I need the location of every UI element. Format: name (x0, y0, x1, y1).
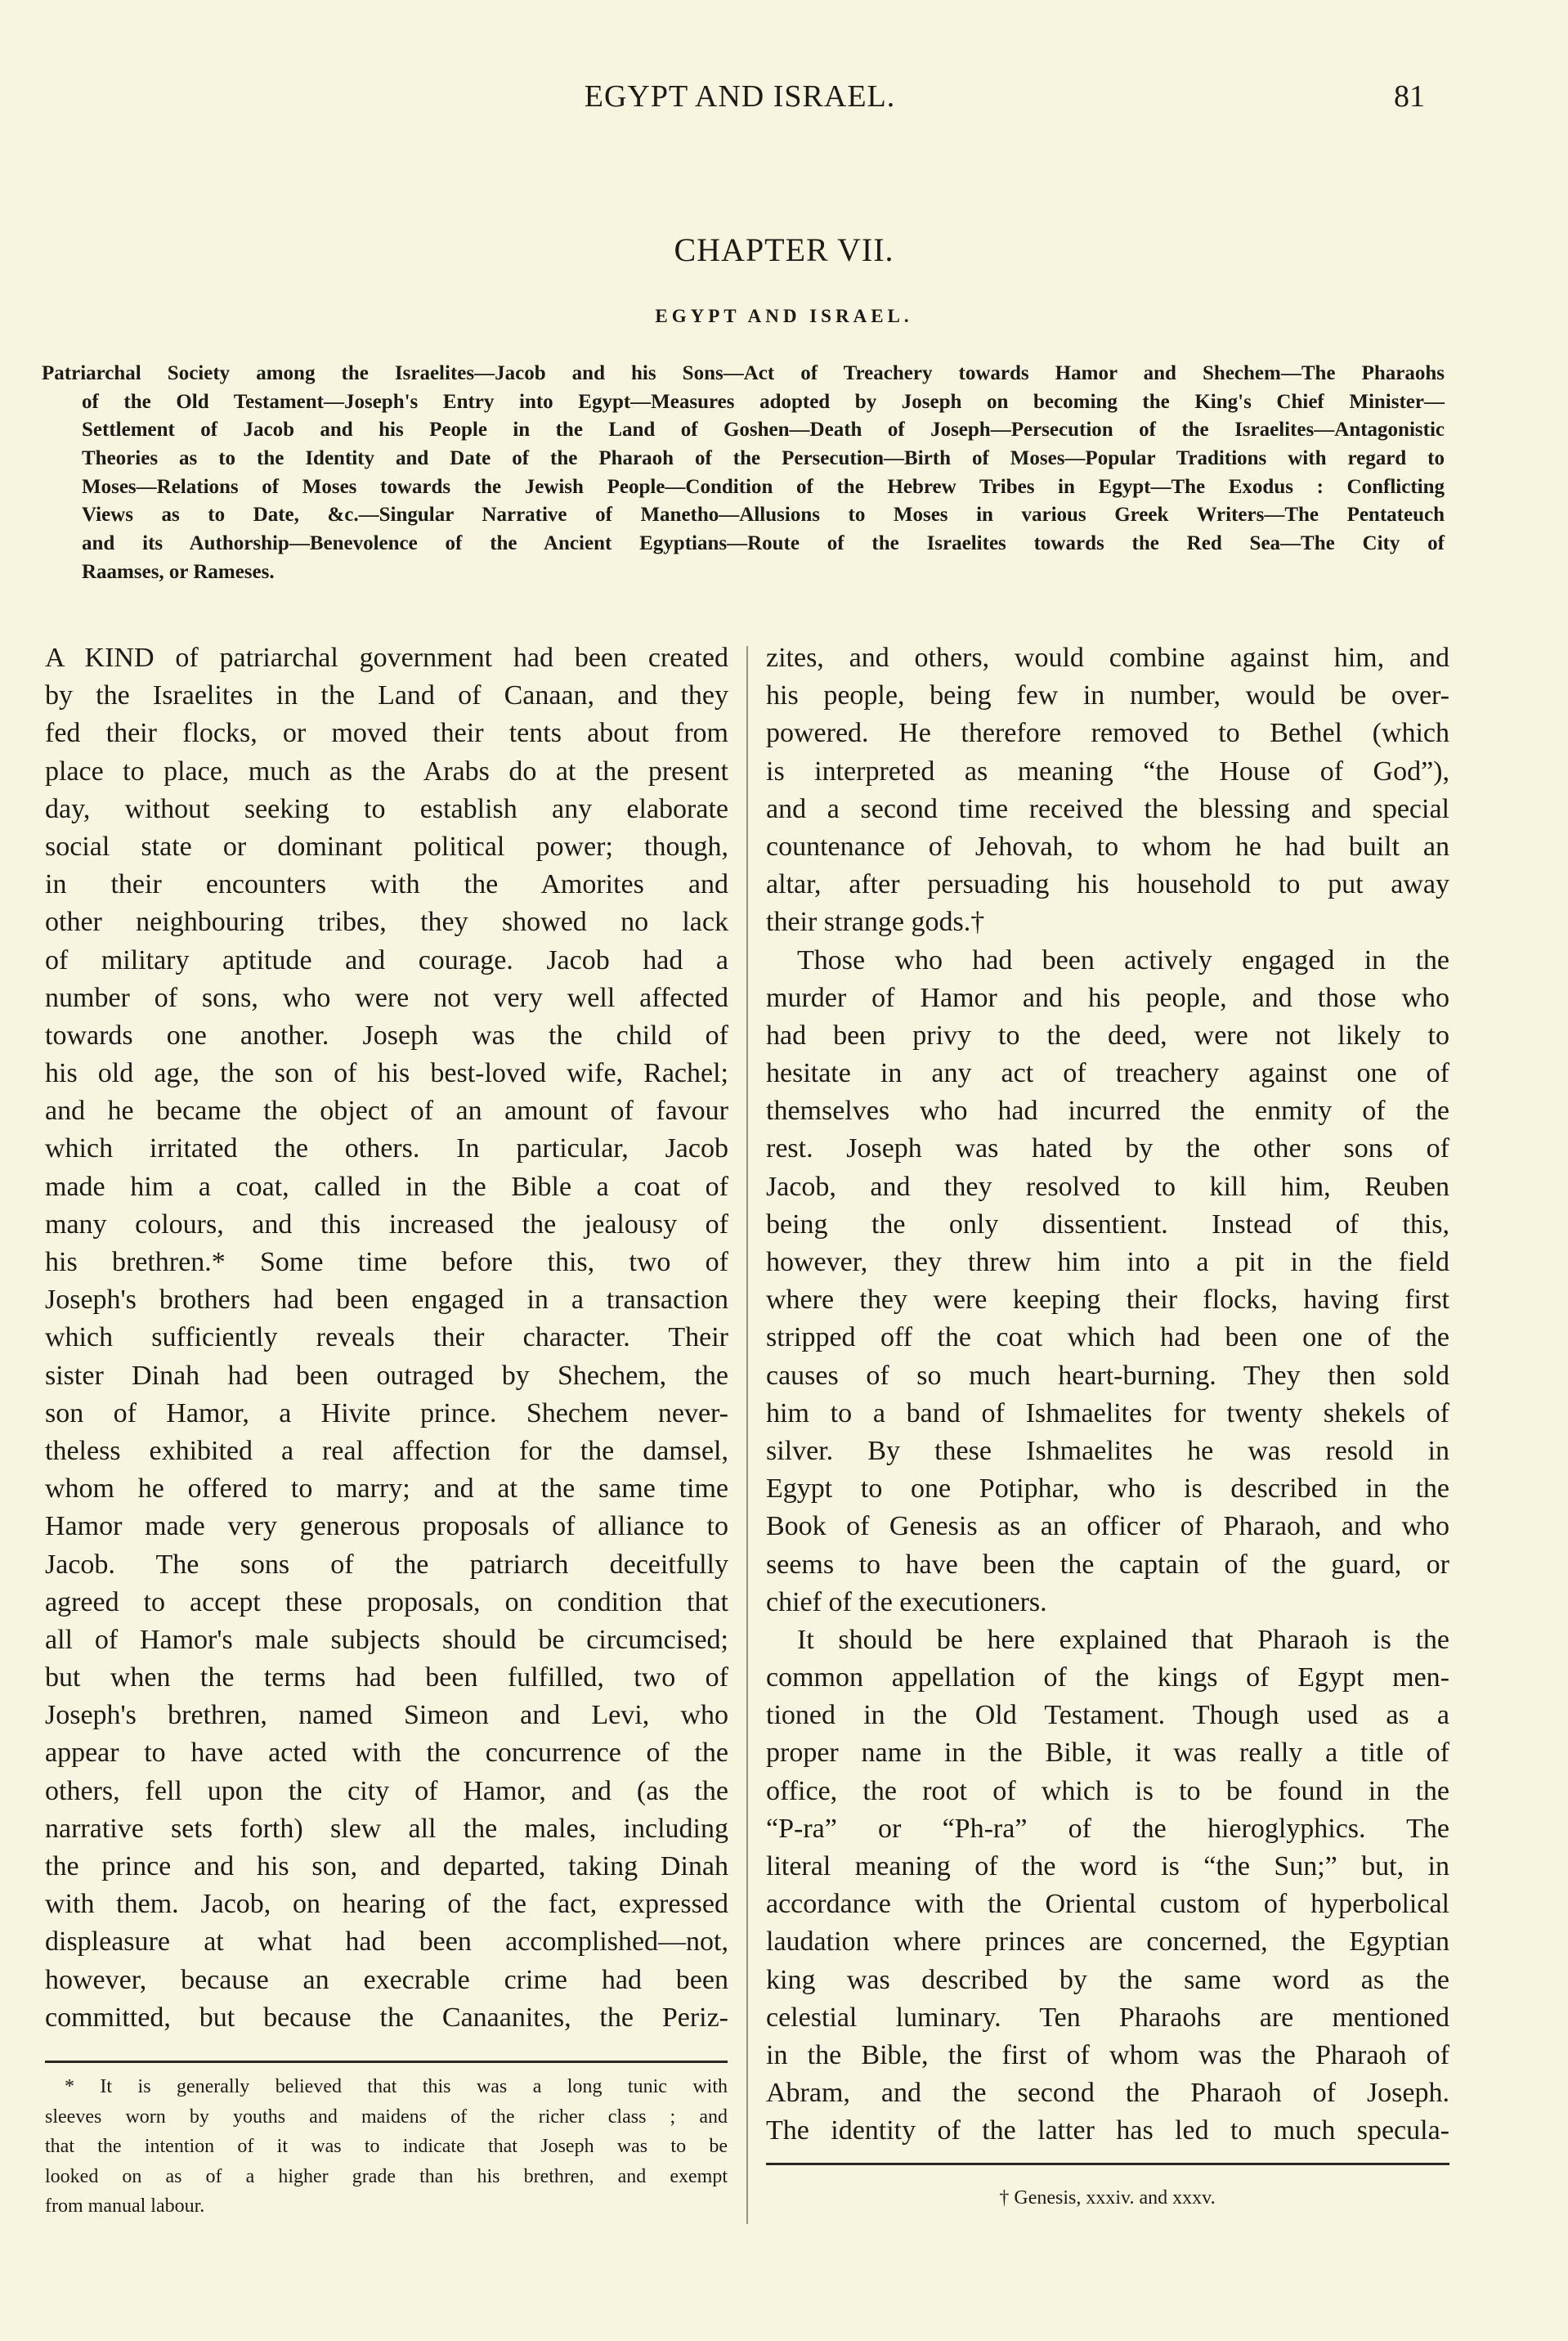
synopsis-line: Moses—Relations of Moses towards the Jewish People—Condition of the Hebrew Tribes in Egypt—The Exodus : Conflicting (82, 475, 1445, 498)
synopsis-line: Theories as to the Identity and Date of the Pharaoh of the Persecution—Birth of Moses—Popular Traditions with regard to (82, 447, 1445, 470)
footnote-right: † Genesis, xxxiv. and xxxv. (999, 2187, 1216, 2209)
right-column (766, 639, 1449, 2150)
text-line: stripped off the coat which had been one of the (766, 1322, 1449, 1353)
text-line: place to place, much as the Arabs do at the present (45, 756, 728, 787)
text-line: themselves who had incurred the enmity of the (766, 1096, 1449, 1127)
text-line: rest. Joseph was hated by the other sons of (766, 1133, 1449, 1164)
text-line: hesitate in any act of treachery against one of (766, 1058, 1449, 1089)
text-line: the prince and his son, and departed, taking Dinah (45, 1851, 728, 1881)
text-line: Abram, and the second the Pharaoh of Joseph. (766, 2078, 1449, 2109)
text-line: whom he offered to marry; and at the same time (45, 1473, 728, 1505)
text-line: causes of so much heart-burning. They then sold (766, 1360, 1449, 1391)
text-line: which irritated the others. In particular, Jacob (45, 1133, 728, 1164)
text-line: with them. Jacob, on hearing of the fact, expressed (45, 1889, 728, 1920)
text-line: zites, and others, would combine against him, and (766, 643, 1449, 673)
footnote-rule-right (766, 2163, 1449, 2165)
text-line: appear to have acted with the concurrence of the (45, 1738, 728, 1769)
text-line: Egypt to one Potiphar, who is described in the (766, 1473, 1449, 1505)
text-line: being the only dissentient. Instead of this, (766, 1209, 1449, 1240)
text-line: day, without seeking to establish any elaborate (45, 793, 728, 824)
text-line: Jacob. The sons of the patriarch deceitfully (45, 1549, 728, 1580)
text-line: Book of Genesis as an officer of Pharaoh, and who (766, 1511, 1449, 1542)
text-line: powered. He therefore removed to Bethel (which (766, 718, 1449, 749)
text-line: literal meaning of the word is “the Sun;” but, in (766, 1851, 1449, 1881)
text-line: king was described by the same word as the (766, 1964, 1449, 1995)
text-line: son of Hamor, a Hivite prince. Shechem never- (45, 1397, 728, 1428)
text-line: towards one another. Joseph was the child of (45, 1020, 728, 1051)
text-line: common appellation of the kings of Egypt men- (766, 1662, 1449, 1693)
synopsis-line: of the Old Testament—Joseph's Entry into Egypt—Measures adopted by Joseph on becoming the King's Chief Minister— (82, 390, 1445, 413)
chapter-synopsis (42, 360, 1445, 587)
footnote-line: from manual labour. (45, 2195, 205, 2217)
text-line: altar, after persuading his household to put away (766, 869, 1449, 900)
text-line: murder of Hamor and his people, and those who (766, 982, 1449, 1013)
chapter-subtitle: EGYPT AND ISRAEL. (655, 306, 913, 326)
text-line: which sufficiently reveals their character. Their (45, 1322, 728, 1353)
text-line: narrative sets forth) slew all the males, including (45, 1813, 728, 1844)
text-line: proper name in the Bible, it was really a title of (766, 1738, 1449, 1769)
running-head (0, 78, 1568, 119)
text-line: seems to have been the captain of the guard, or (766, 1549, 1449, 1580)
text-line: theless exhibited a real affection for the damsel, (45, 1435, 728, 1466)
left-column (45, 639, 728, 2037)
text-line: accordance with the Oriental custom of hyperbolical (766, 1889, 1449, 1920)
text-line: however, they threw him into a pit in the field (766, 1247, 1449, 1277)
page-number: 81 (1394, 79, 1425, 114)
chapter-title: CHAPTER VII. (674, 231, 894, 268)
footnote-rule-left (45, 2061, 728, 2063)
text-line: however, because an execrable crime had been (45, 1964, 728, 1995)
text-line: made him a coat, called in the Bible a coat of (45, 1171, 728, 1202)
text-line: chief of the executioners. (766, 1586, 1047, 1617)
text-line: laudation where princes are concerned, the Egyptian (766, 1926, 1449, 1958)
text-line: by the Israelites in the Land of Canaan, and they (45, 680, 728, 711)
synopsis-line: Raamses, or Rameses. (82, 560, 275, 583)
text-line: displeasure at what had been accomplished—not, (45, 1926, 728, 1958)
text-line: all of Hamor's male subjects should be circumcised; (45, 1624, 728, 1655)
footnote-line: * It is generally believed that this was a long tunic with (65, 2076, 728, 2097)
column-divider (746, 646, 748, 2224)
text-line: social state or dominant political power; though, (45, 831, 728, 862)
synopsis-line: Patriarchal Society among the Israelites—Jacob and his Sons—Act of Treachery towards Hamor and Shechem—The Pharaohs (42, 362, 1445, 384)
text-line: It should be here explained that Pharaoh is the (797, 1624, 1449, 1655)
synopsis-line: and its Authorship—Benevolence of the Ancient Egyptians—Route of the Israelites towards the Red Sea—The City of (82, 532, 1445, 555)
text-line: other neighbouring tribes, they showed no lack (45, 907, 728, 938)
text-line: his brethren.* Some time before this, two of (45, 1247, 728, 1277)
footnote-line: that the intention of it was to indicate that Joseph was to be (45, 2136, 728, 2157)
text-line: in the Bible, the first of whom was the Pharaoh of (766, 2039, 1449, 2070)
text-line: his people, being few in number, would be over- (766, 680, 1449, 711)
text-line: where they were keeping their flocks, having first (766, 1285, 1449, 1316)
text-line: and he became the object of an amount of favour (45, 1096, 728, 1127)
text-line: celestial luminary. Ten Pharaohs are mentioned (766, 2002, 1449, 2033)
text-line: “P-ra” or “Ph-ra” of the hieroglyphics. The (766, 1813, 1449, 1844)
text-line: number of sons, who were not very well affected (45, 982, 728, 1013)
footnote-left (45, 2072, 728, 2222)
text-line: of military aptitude and courage. Jacob had a (45, 944, 728, 975)
text-line: The identity of the latter has led to much specula- (766, 2115, 1449, 2146)
footnote-line: sleeves worn by youths and maidens of the richer class ; and (45, 2106, 728, 2128)
text-line: agreed to accept these proposals, on condition that (45, 1586, 728, 1617)
text-line: is interpreted as meaning “the House of God”), (766, 756, 1449, 787)
synopsis-line: Views as to Date, &c.—Singular Narrative of Manetho—Allusions to Moses in various Greek Writers—The Pentateuch (82, 504, 1445, 527)
text-line: Hamor made very generous proposals of alliance to (45, 1511, 728, 1542)
text-line: Joseph's brethren, named Simeon and Levi, who (45, 1700, 728, 1731)
text-line: and a second time received the blessing and special (766, 793, 1449, 824)
text-line: but when the terms had been fulfilled, two of (45, 1662, 728, 1693)
text-line: Jacob, and they resolved to kill him, Reuben (766, 1171, 1449, 1202)
text-line: Joseph's brothers had been engaged in a transaction (45, 1285, 728, 1316)
text-line: A KIND of patriarchal government had been created (45, 643, 728, 673)
text-line: sister Dinah had been outraged by Shechem, the (45, 1360, 728, 1391)
synopsis-line: Settlement of Jacob and his People in the Land of Goshen—Death of Joseph—Persecution of the Israelites—Antagonistic (82, 419, 1445, 442)
running-title: EGYPT AND ISRAEL. (584, 79, 896, 114)
text-line: many colours, and this increased the jealousy of (45, 1209, 728, 1240)
footnote-line: looked on as of a higher grade than his brethren, and exempt (45, 2165, 728, 2187)
text-line: Those who had been actively engaged in the (797, 944, 1449, 975)
text-line: him to a band of Ishmaelites for twenty shekels of (766, 1397, 1449, 1428)
text-line: countenance of Jehovah, to whom he had built an (766, 831, 1449, 862)
text-line: office, the root of which is to be found in the (766, 1775, 1449, 1806)
text-line: silver. By these Ishmaelites he was resold in (766, 1435, 1449, 1466)
text-line: had been privy to the deed, were not likely to (766, 1020, 1449, 1051)
text-line: fed their flocks, or moved their tents about from (45, 718, 728, 749)
text-line: others, fell upon the city of Hamor, and (as the (45, 1775, 728, 1806)
text-line: their strange gods.† (766, 907, 985, 938)
text-line: his old age, the son of his best-loved wife, Rachel; (45, 1058, 728, 1089)
text-line: committed, but because the Canaanites, the Periz- (45, 2002, 728, 2033)
text-line: in their encounters with the Amorites and (45, 869, 728, 900)
text-line: tioned in the Old Testament. Though used as a (766, 1700, 1449, 1731)
